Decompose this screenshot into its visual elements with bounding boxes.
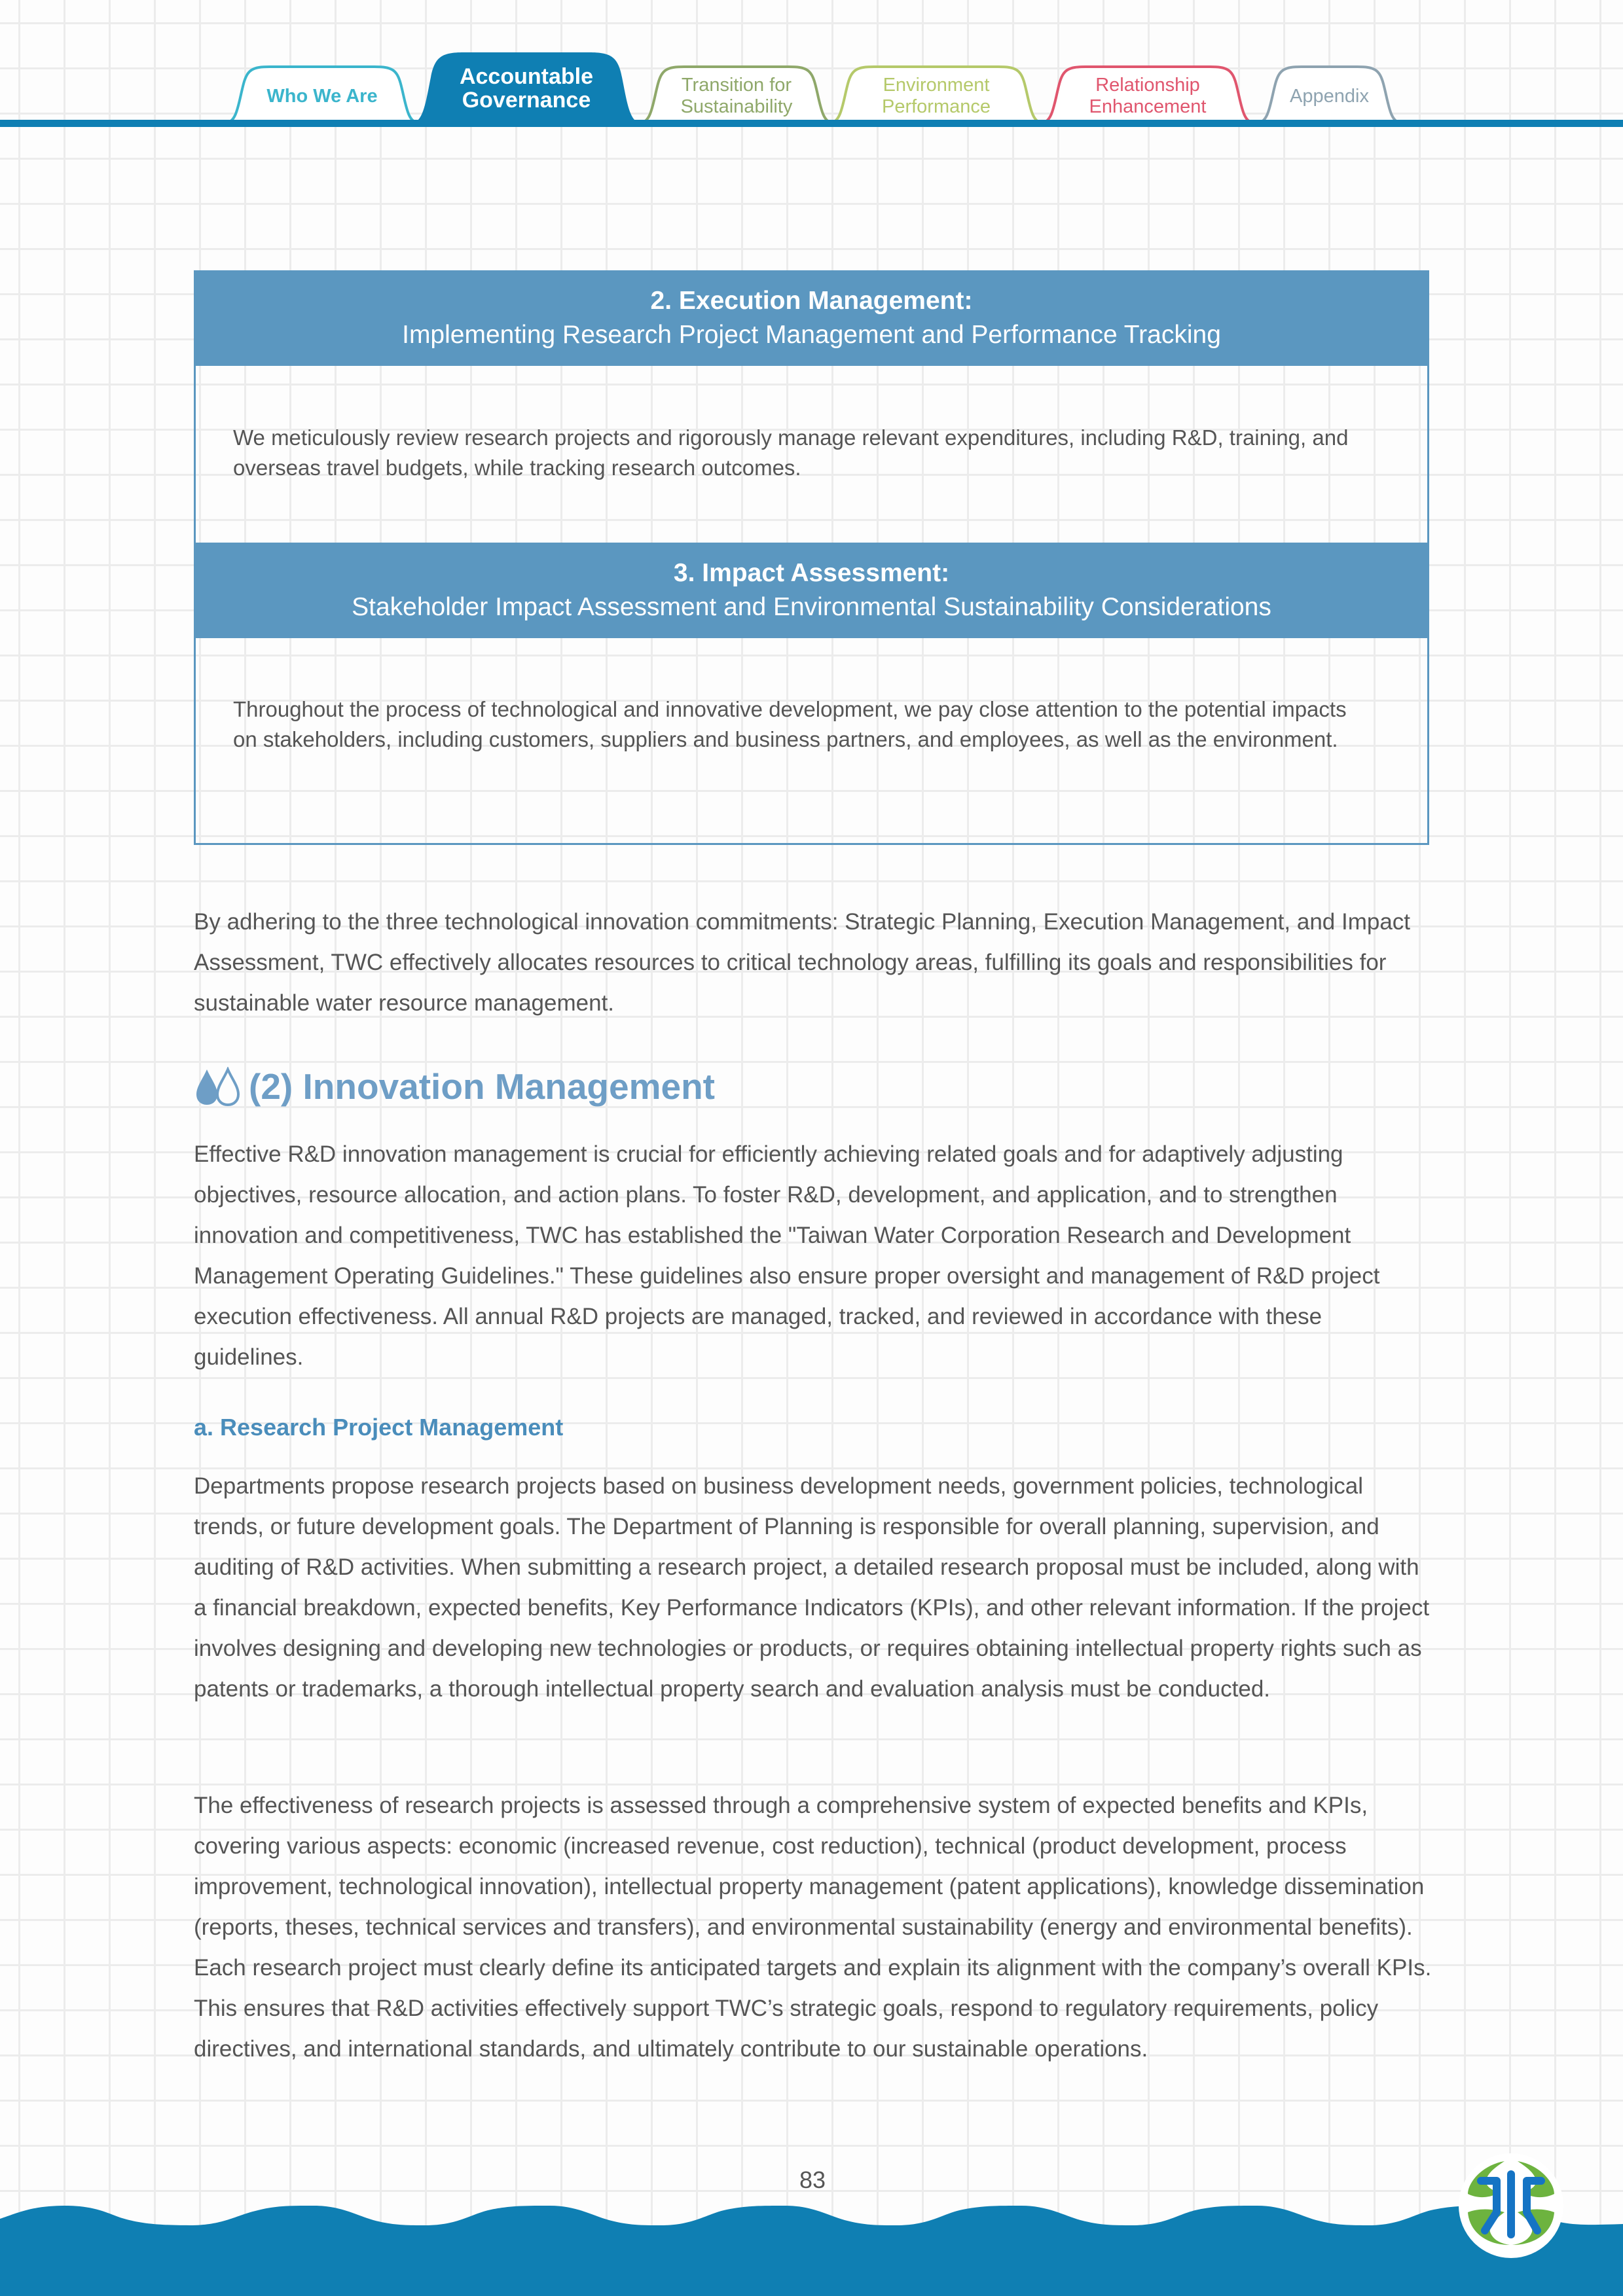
- tab-environment-performance[interactable]: [828, 64, 1044, 123]
- execution-management-header: [194, 270, 1429, 366]
- research-project-paragraph-2: The effectiveness of research projects is assessed through a comprehensive system of expected benefits and KPIs, covering various aspects: economic (increased revenue, cost reduction), technical (product development, process improvement, technological innovation), intellectual property management (patent applications), knowledge dissemination (reports, theses, technical services and transfers), and environmental sustainability (energy and environmental benefits). Each research project must clearly define its anticipated targets and explain its alignment with the company’s overall KPIs. This ensures that R&D activities effectively support TWC’s strategic goals, respond to regulatory requirements, policy directives, and international standards, and ultimately contribute to our sustainable operations.: [194, 1793, 1432, 2062]
- execution-management-title: 2. Execution Management:: [650, 287, 973, 315]
- research-project-paragraph-1: Departments propose research projects based on business development needs, government policies, technological trends, or future development goals. The Department of Planning is responsible for overall planning, supervision, and auditing of R&D activities. When submitting a research project, a detailed research proposal must be included, along with a financial breakdown, expected benefits, Key Performance Indicators (KPIs), and other relevant information. If the project involves designing and developing new technologies or products, or requires obtaining intellectual property rights such as patents or trademarks, a thorough intellectual property search and evaluation analysis must be conducted.: [194, 1473, 1430, 1702]
- impact-assessment-header: [194, 543, 1429, 638]
- summary-paragraph: By adhering to the three technological innovation commitments: Strategic Planning, Execution Management, and Impact Assessment, TWC effectively allocates resources to critical technology areas, fulfilling its goals and responsibilities for sustainable water resource management.: [194, 909, 1411, 1016]
- tab-relationship-enhancement[interactable]: [1040, 64, 1256, 123]
- tab-label: Transition for Sustainability: [680, 75, 793, 117]
- tab-transition-for-sustainability[interactable]: [638, 64, 835, 123]
- tab-who-we-are[interactable]: [224, 64, 420, 123]
- footer-wave: [0, 2206, 1623, 2296]
- tab-appendix[interactable]: [1256, 64, 1403, 123]
- tab-label: Accountable Governance: [459, 64, 594, 113]
- impact-assessment-subtitle: Stakeholder Impact Assessment and Environmental Sustainability Considerations: [352, 593, 1271, 621]
- section-title: (2) Innovation Management: [249, 1066, 715, 1107]
- tab-underline: [0, 120, 1623, 127]
- twc-water-logo-icon: [1459, 2147, 1563, 2259]
- execution-management-body: We meticulously review research projects and rigorously manage relevant expenditures, including R&D, training, and overseas travel budgets, while tracking research outcomes.: [233, 425, 1349, 480]
- page-number: 83: [799, 2166, 826, 2193]
- tab-label: Environment Performance: [881, 75, 991, 117]
- subsection-heading: a. Research Project Management: [194, 1414, 564, 1441]
- water-drops-icon: [194, 1067, 244, 1106]
- commitments-box: [194, 270, 1429, 845]
- innovation-intro-paragraph: Effective R&D innovation management is crucial for efficiently achieving related goals and for adaptively adjusting objectives, resource allocation, and action plans. To foster R&D, development, and application, and to strengthen innovation and competitiveness, TWC has established the "Taiwan Water Corporation Research and Development Management Operating Guidelines." These guidelines also ensure proper oversight and management of R&D project execution effectiveness. All annual R&D projects are managed, tracked, and reviewed in accordance with these guidelines.: [194, 1141, 1380, 1370]
- tab-label: Relationship Enhancement: [1089, 75, 1207, 117]
- impact-assessment-title: 3. Impact Assessment:: [673, 559, 950, 587]
- tab-label: Who We Are: [266, 85, 378, 107]
- section-heading: [194, 1060, 715, 1113]
- tab-accountable-governance[interactable]: [411, 51, 642, 123]
- execution-management-subtitle: Implementing Research Project Management and Performance Tracking: [402, 321, 1221, 349]
- impact-assessment-body: Throughout the process of technological and innovative development, we pay close attention to the potential impacts on stakeholders, including customers, suppliers and business partners, and employees, as well as the environment.: [233, 697, 1347, 751]
- tab-label: Appendix: [1290, 85, 1369, 107]
- chapter-tab-bar: [0, 0, 1623, 131]
